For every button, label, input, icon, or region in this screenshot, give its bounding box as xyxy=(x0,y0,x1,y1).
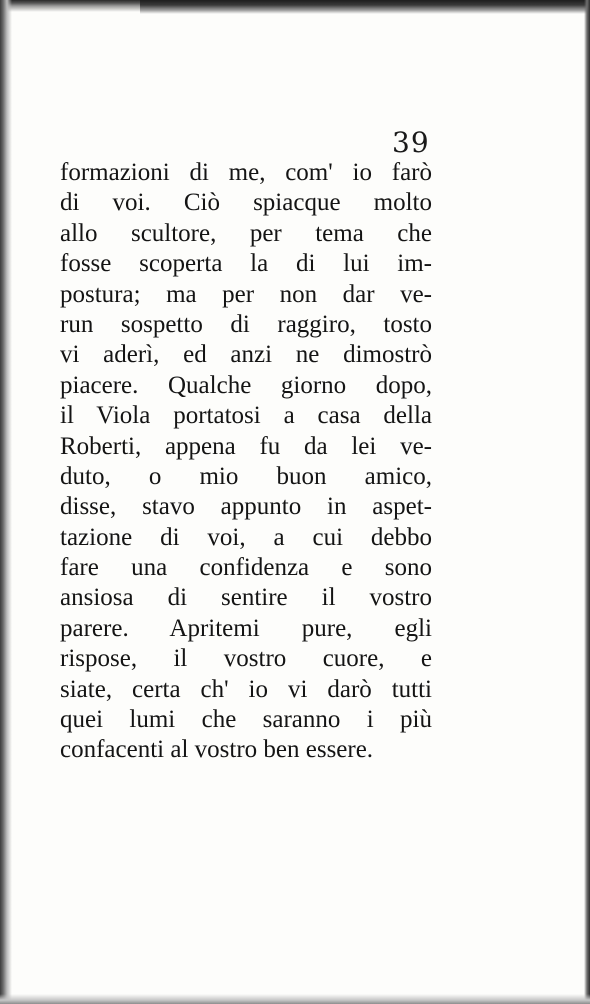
body-text xyxy=(60,158,432,766)
text-line: confacenti al vostro ben essere. xyxy=(60,736,374,764)
text-line: fosse scoperta la di lui im- xyxy=(60,250,432,278)
text-line: formazioni di me, com' io farò xyxy=(60,159,432,186)
scan-edge-top-band xyxy=(140,0,590,14)
text-line: postura; ma per non dar ve- xyxy=(60,280,432,308)
text-line: disse, stavo appunto in aspet- xyxy=(60,493,432,521)
text-line: siate, certa ch' io vi darò tutti xyxy=(60,675,432,703)
text-line: fare una confidenza e sono xyxy=(60,554,432,582)
text-line: ansiosa di sentire il vostro xyxy=(60,584,432,612)
text-line: Roberti, appena fu da lei ve- xyxy=(60,432,432,460)
text-line: vi aderì, ed anzi ne dimostrò xyxy=(60,341,432,369)
text-line: allo scultore, per tema che xyxy=(60,219,432,247)
scan-edge-bottom xyxy=(0,994,590,1004)
text-line: parere. Apritemi pure, egli xyxy=(60,614,432,642)
text-line: run sospetto di raggiro, tosto xyxy=(60,310,432,338)
text-line: quei lumi che saranno i più xyxy=(60,706,432,734)
page-number: 39 xyxy=(392,126,430,159)
text-line: di voi. Ciò spiacque molto xyxy=(60,189,432,217)
text-line: piacere. Qualche giorno dopo, xyxy=(60,371,432,399)
scan-edge-right xyxy=(584,0,590,1004)
text-line: tazione di voi, a cui debbo xyxy=(60,523,432,551)
text-line: duto, o mio buon amico, xyxy=(60,462,432,490)
text-line: rispose, il vostro cuore, e xyxy=(60,645,432,673)
text-line: il Viola portatosi a casa della xyxy=(60,402,432,430)
scan-edge-left xyxy=(0,0,12,1004)
